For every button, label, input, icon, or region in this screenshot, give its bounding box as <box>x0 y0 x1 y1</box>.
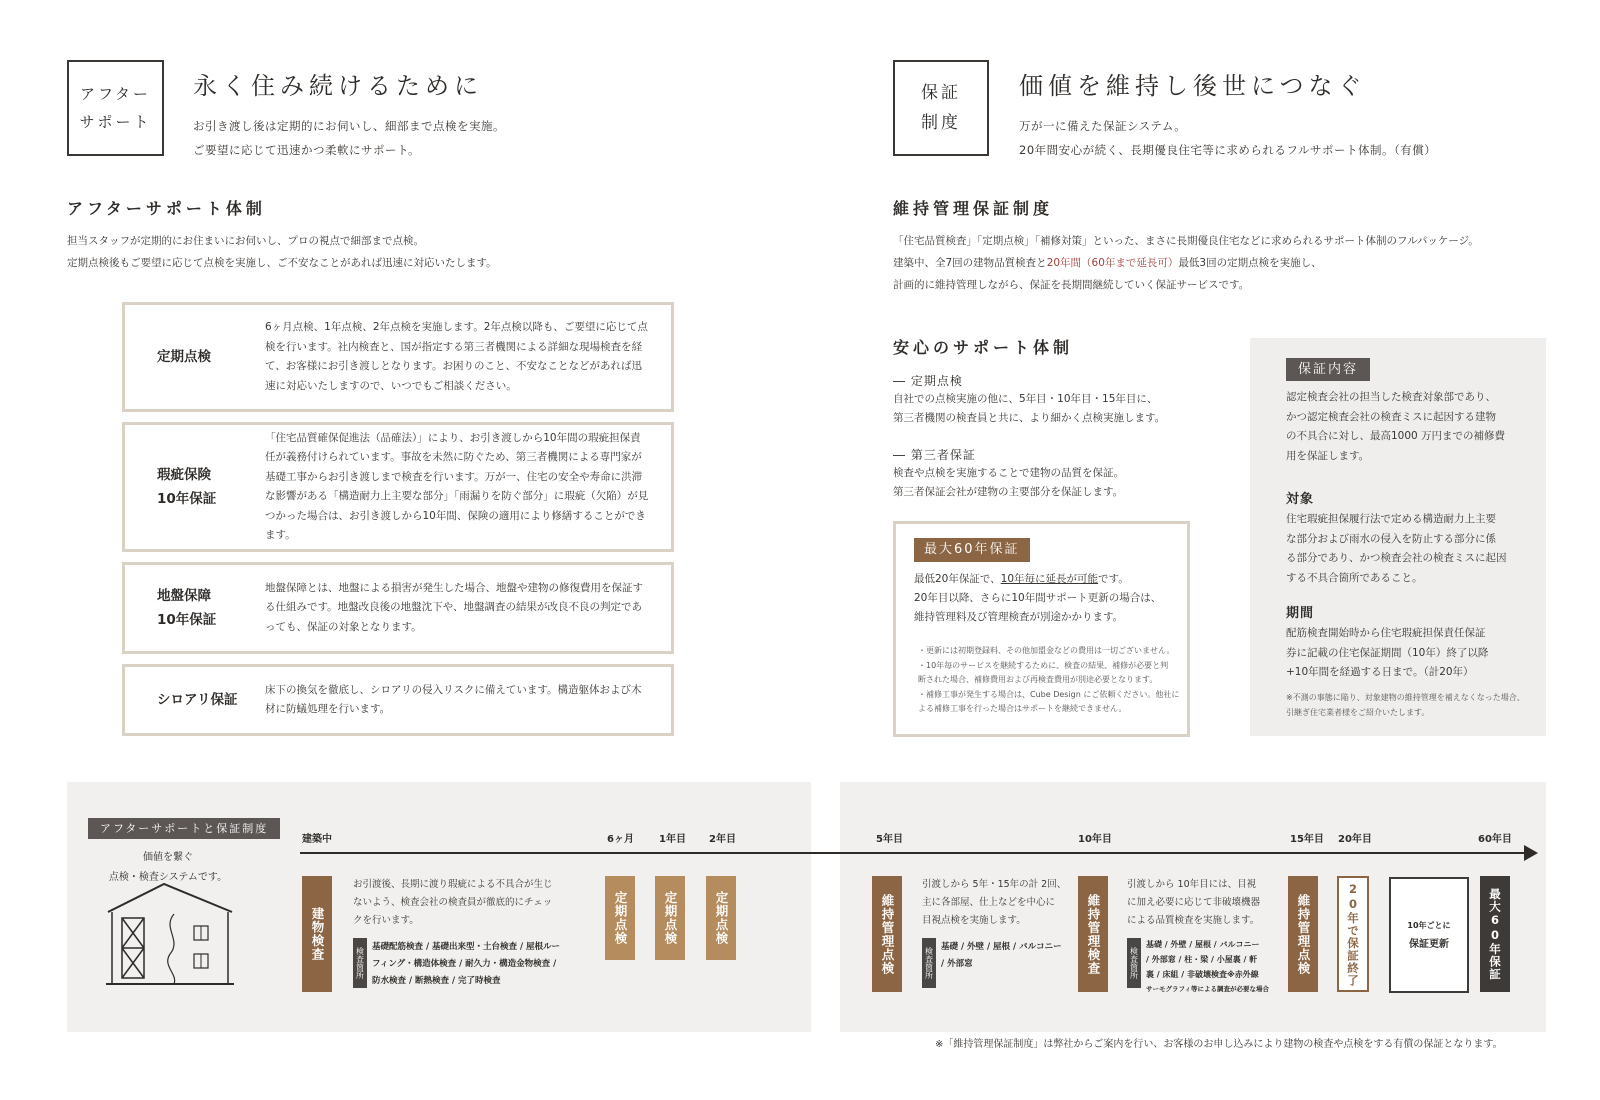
maintenance-inspection-15y-bar: 維持管理点検 <box>1288 876 1318 992</box>
max-60-year-bar: 最大60年保証 <box>1480 876 1510 992</box>
inspection-points-label: 検査箇所 <box>353 938 367 988</box>
maintenance-10y-items: 基礎 / 外壁 / 屋根 / バルコニー / 外部窓 / 柱・梁 / 小屋裏 / 軒 裏 / 床組 / 非破壊検査※赤外線 サーモグラフィ等による調査が必要な場合 <box>1146 940 1269 993</box>
timeline-label-60-year: 60年目 <box>1478 834 1512 845</box>
target-heading: 対象 <box>1286 492 1315 507</box>
periodic-inspection-1y-bar: 定期点検 <box>655 876 685 960</box>
header-box-line-1: 保証 <box>921 83 961 103</box>
third-party-heading: ― 第三者保証 <box>893 448 976 462</box>
card-termite-guarantee <box>122 664 674 736</box>
maintenance-5y-items: 基礎 / 外壁 / 屋根 / バルコニー / 外部窓 <box>941 942 1062 969</box>
guarantee-renewal-box <box>1389 877 1469 993</box>
right-header-lead: 万が一に備えた保証システム。 20年間安心が続く、長期優良住宅等に求められるフルサポート体制。（有償） <box>1019 119 1437 157</box>
building-inspection-items: 基礎配筋検査 / 基礎出来型・土台検査 / 屋根ルー フィング・構造体検査 / 耐久力・構造金物検査 / 防水検査 / 断熱検査 / 完了時検査 <box>372 942 561 986</box>
card-title: シロアリ保証 <box>157 692 238 708</box>
left-header-title: 永く住み続けるために <box>193 72 483 100</box>
header-box-line-2: 制度 <box>921 113 961 133</box>
card-regular-inspection <box>122 302 674 412</box>
max-60-year-box <box>893 521 1190 737</box>
third-party-text: 検査や点検を実施することで建物の品質を保証。 第三者保証会社が建物の主要部分を保証します。 <box>893 467 1124 498</box>
card-defect-insurance <box>122 422 674 552</box>
card-text: 床下の換気を徹底し、シロアリの侵入リスクに備えています。構造躯体および木材に防蟻処理を行います。 <box>265 683 642 715</box>
guarantee-content-text: 認定検査会社の担当した検査対象部であり、 かつ認定検査会社の検査ミスに起因する建物 の不具合に対し、最高1000 万円までの補修費 用を保証します。 <box>1286 391 1506 462</box>
support-system-title: 安心のサポート体制 <box>893 338 1074 357</box>
card-text: 6ヶ月点検、1年点検、2年点検を実施します。2年点検以降も、ご要望に応じて点検を行います。社内検査と、国が指定する第三者機関による詳細な現場検査を経て、お客様にお引き渡しとなります。お困りのこと、不安なことなどがあれば迅速に対応いたしますので、いつでもご相談ください。 <box>265 321 648 392</box>
card-text: 「住宅品質確保促進法（品確法）」により、お引き渡しから10年間の瑕疵担保責任が義務付けられています。事故を未然に防ぐため、第三者機関による専門家が基礎工事からお引き渡しまで検査を行います。万が一、住宅の安全や寿命に洪滞な影響がある「構造耐力上主要な部分」「雨漏りを防ぐ部分」に瑕疵（欠陥）が見つかった場合は、お引き渡しから10年間、保険の適用により修繕することができます。 <box>265 431 649 541</box>
left-header-lead: お引き渡し後は定期的にお伺いし、細部まで点検を実施。 ご要望に応じて迅速かつ柔軟にサポート。 <box>193 119 505 157</box>
guarantee-header-box <box>893 60 989 156</box>
renewal-small-text: 10年ごとに <box>1407 921 1451 930</box>
max-60-year-tag: 最大60年保証 <box>914 538 1030 562</box>
guarantee-content-tag: 保証内容 <box>1286 358 1370 381</box>
timeline-label-1-year: 1年目 <box>659 834 686 845</box>
timeline-arrow-head <box>1524 845 1538 861</box>
target-text: 住宅瑕疵担保履行法で定める構造耐力上主要 な部分および雨水の侵入を防止する部分に係 る部分であり、かつ検査会社の検査ミスに起因 する不具合箇所であること。 <box>1286 513 1507 584</box>
timeline-label-20-year: 20年目 <box>1338 834 1372 845</box>
period-text: 配筋検査開始時から住宅瑕疵担保責任保証 券に記載の住宅保証期間（10年）終了以降 +10年間を経過する日まで。（計20年） <box>1286 627 1489 678</box>
regular-inspection-text: 自社での点検実施の他に、5年目・10年目・15年目に、 第三者機関の検査員と共に、より細かく点検実施します。 <box>893 393 1166 424</box>
timeline-intro: 価値を繋ぐ 点検・検査システムです。 <box>108 852 228 883</box>
timeline-label-5-year: 5年目 <box>876 834 903 845</box>
card-title: 瑕疵保険 10年保証 <box>157 467 217 507</box>
maintenance-5y-text: 引渡しから 5年・15年の計 2回、 主に各部屋、仕上などを中心に 目視点検を実施します。 <box>922 879 1067 926</box>
timeline-label-15-year: 15年目 <box>1290 834 1324 845</box>
house-illustration <box>104 878 236 990</box>
card-ground-guarantee <box>122 562 674 654</box>
timeline-tag: アフターサポートと保証制度 <box>88 818 280 839</box>
maintenance-inspection-5y-bar: 維持管理点検 <box>872 876 902 992</box>
maintenance-10y-text: 引渡しから 10年目には、目視 に加え必要に応じて非破壊機器 による品質検査を実施します。 <box>1127 879 1261 926</box>
timeline-label-10-year: 10年目 <box>1078 834 1112 845</box>
building-inspection-bar: 建物検査 <box>302 876 332 992</box>
renewal-main-text: 保証更新 <box>1409 939 1449 950</box>
periodic-inspection-2y-bar: 定期点検 <box>706 876 736 960</box>
guarantee-period-highlight: 20年間（60年まで延長可） <box>1046 257 1179 269</box>
right-header-title: 価値を維持し後世につなぐ <box>1019 72 1367 100</box>
period-heading: 期間 <box>1286 606 1315 621</box>
maintenance-inspection-10y-bar: 維持管理検査 <box>1078 876 1108 992</box>
regular-inspection-heading: ― 定期点検 <box>893 374 963 388</box>
inspection-points-label: 検査箇所 <box>1127 938 1141 988</box>
timeline-label-2-year: 2年目 <box>709 834 736 845</box>
header-box-line-1: アフター <box>80 85 151 103</box>
periodic-inspection-6m-bar: 定期点検 <box>605 876 635 960</box>
maintenance-guarantee-text: 「住宅品質検査」「定期点検」「補修対策」といった、まさに長期優良住宅などに求められるサポート体制のフルパッケージ。 建築中、全7回の建物品質検査と20年間（60年まで延長可）最低3回の定期点検を実施し、 計画的に維持管理しながら、保証を長期間継続していく保証サービスです。 <box>893 235 1479 291</box>
building-inspection-text: お引渡後、長期に渡り瑕疵による不具合が生じ ないよう、検査会社の検査員が徹底的にチェッ クを行います。 <box>353 879 553 926</box>
timeline-label-construction: 建築中 <box>302 834 332 845</box>
after-support-system-title: アフターサポート体制 <box>67 199 266 218</box>
inspection-points-label: 検査箇所 <box>922 938 936 988</box>
after-support-header-box <box>67 60 164 156</box>
timeline-axis <box>300 852 1528 854</box>
card-text: 地盤保障とは、地盤による損害が発生した場合、地盤や建物の修復費用を保証する仕組みです。地盤改良後の地盤沈下や、地盤調査の結果が改良不良の判定であっても、保証の対象となります。 <box>265 581 643 633</box>
timeline-label-6-months: 6ヶ月 <box>607 834 634 845</box>
header-box-line-2: サポート <box>79 113 152 131</box>
card-title: 定期点検 <box>157 349 211 365</box>
card-title: 地盤保障 10年保証 <box>157 588 217 628</box>
max-60-year-notes: ・更新には初期登録料、その他加盟金などの費用は一切ございません。 ・10年毎のサービスを継続するために、検査の結果、補修が必要と判 断された場合、補修費用および再検査費用が別途必要となります。 ・補修工事が発生する場合は、Cube Design にご依頼ください。他社に よる補修工事を行った場合はサポートを継続できません。 <box>918 646 1180 713</box>
maintenance-guarantee-title: 維持管理保証制度 <box>893 199 1054 218</box>
footer-note: ※「維持管理保証制度」は弊社からご案内を行い、お客様のお申し込みにより建物の検査や点検をする有償の保証となります。 <box>935 1039 1503 1050</box>
after-support-system-text: 担当スタッフが定期的にお住まいにお伺いし、プロの視点で細部まで点検。 定期点検後もご要望に応じて点検を実施し、ご不安なことがあれば迅速に対応いたします。 <box>67 235 497 269</box>
guarantee-end-20y-bar: 20年で保証終了 <box>1337 876 1369 992</box>
guarantee-detail-panel <box>1250 338 1546 736</box>
max-60-year-text: 最低20年保証で、10年毎に延長が可能です。 20年目以降、さらに10年間サポート更新の場合は、 維持管理料及び管理検査が別途かかります。 <box>914 573 1162 623</box>
period-note: ※不測の事態に陥り、対象建物の維持管理を補えなくなった場合、 引継ぎ住宅業者様をご紹介いたします。 <box>1286 693 1525 717</box>
